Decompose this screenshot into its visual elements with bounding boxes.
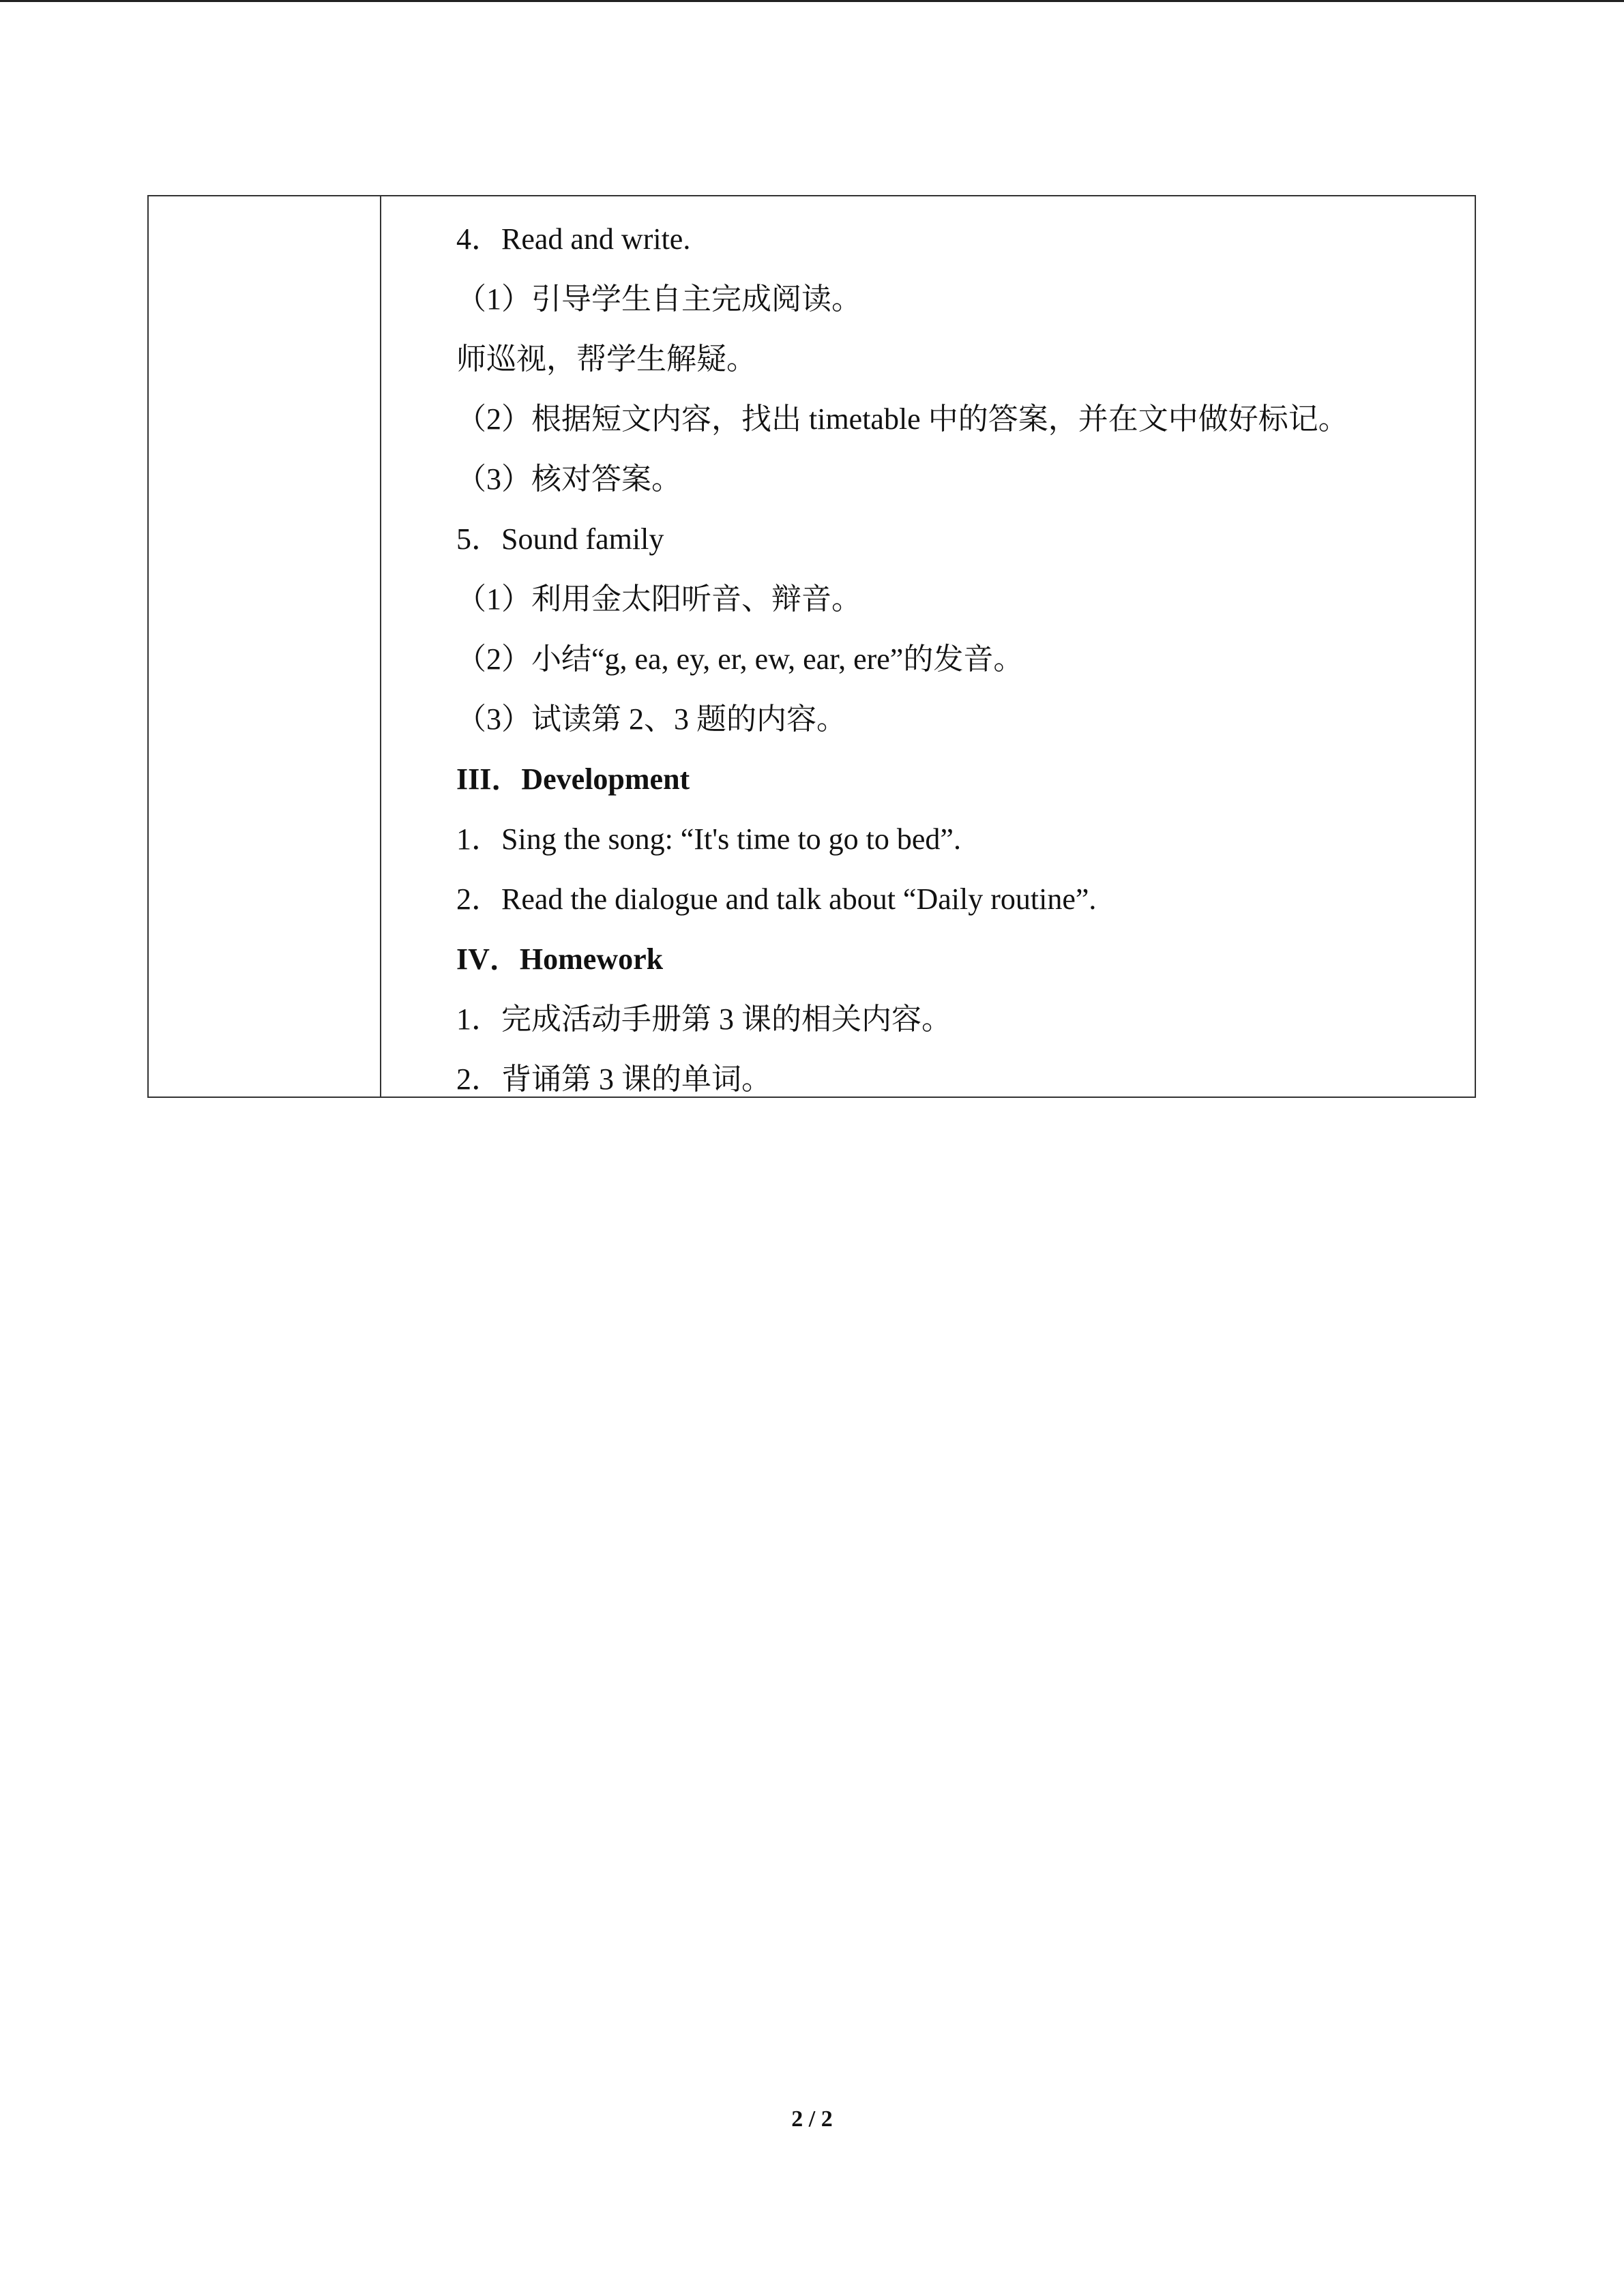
sub-step-check-answers: （3）核对答案。 bbox=[456, 462, 681, 496]
sub-step-listen-sounds: （1）利用金太阳听音、辩音。 bbox=[456, 582, 861, 616]
top-border-line bbox=[0, 0, 1624, 2]
page-number: 2 / 2 bbox=[791, 2106, 833, 2132]
step-read-and-write: 4．Read and write. bbox=[456, 222, 691, 256]
homework-item-activity-book: 1．完成活动手册第 3 课的相关内容。 bbox=[456, 1002, 951, 1036]
table-content-column bbox=[381, 196, 1475, 1097]
lesson-plan-table bbox=[147, 195, 1476, 1098]
sub-step-guide-reading: （1）引导学生自主完成阅读。 bbox=[456, 282, 861, 316]
teacher-patrol-note: 师巡视，帮学生解疑。 bbox=[456, 342, 756, 376]
section-heading-homework: IV．Homework bbox=[456, 942, 664, 976]
development-item-sing-song: 1．Sing the song: “It's time to go to bed”. bbox=[456, 822, 961, 856]
table-left-column bbox=[149, 196, 380, 1097]
sub-step-try-reading: （3）试读第 2、3 题的内容。 bbox=[456, 702, 846, 736]
sub-step-sound-summary: （2）小结“g, ea, ey, er, ew, ear, ere”的发音。 bbox=[456, 642, 1024, 676]
section-heading-development: III．Development bbox=[456, 762, 690, 796]
homework-item-recite-words: 2．背诵第 3 课的单词。 bbox=[456, 1062, 771, 1096]
step-sound-family: 5．Sound family bbox=[456, 522, 664, 556]
development-item-dialogue: 2．Read the dialogue and talk about “Daily routine”. bbox=[456, 882, 1097, 916]
sub-step-find-answers: （2）根据短文内容，找出 timetable 中的答案，并在文中做好标记。 bbox=[456, 402, 1348, 436]
